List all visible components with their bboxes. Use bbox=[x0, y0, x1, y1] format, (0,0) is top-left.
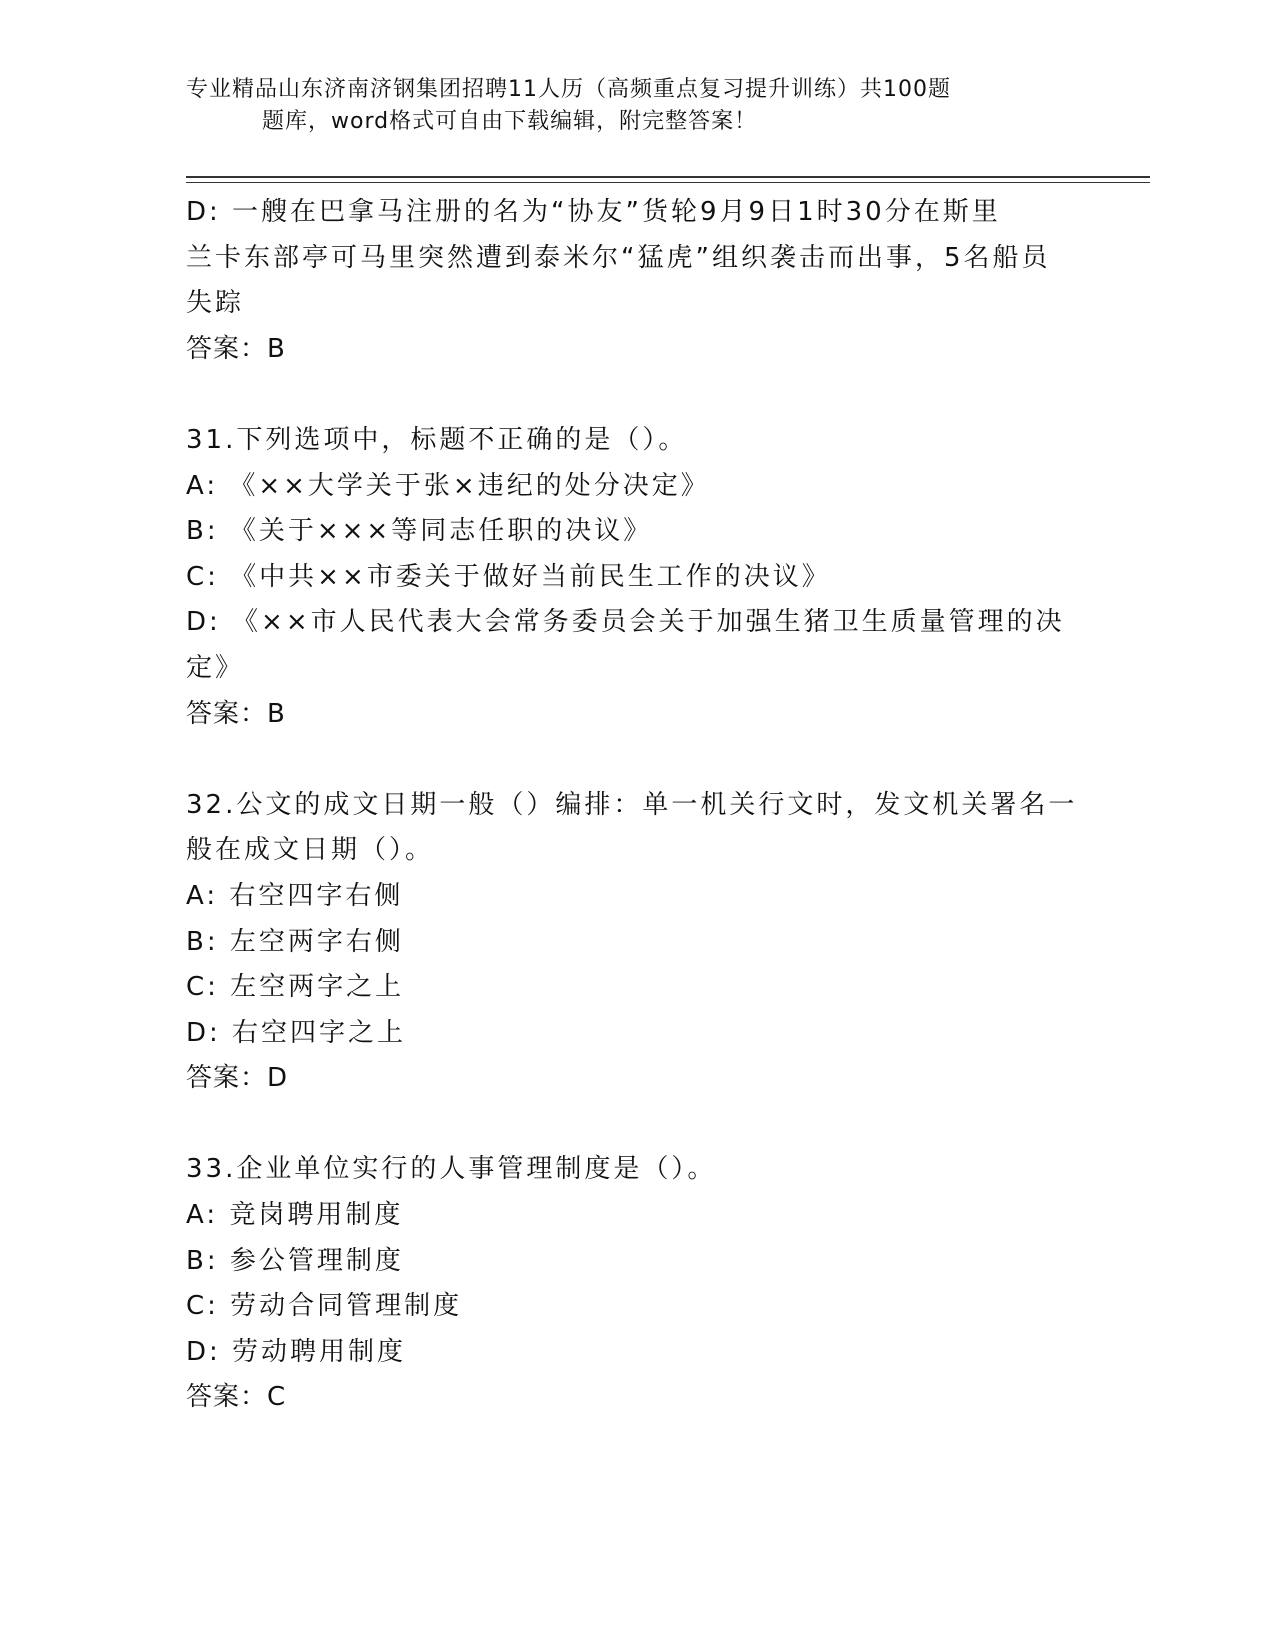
header-title-line-2: 题库，word格式可自由下载编辑，附完整答案！ bbox=[262, 109, 758, 134]
answer-label: 答案：B bbox=[186, 333, 286, 364]
option-d-line: D: 《××市人民代表大会常务委员会关于加强生猪卫生质量管理的决 bbox=[186, 607, 1065, 638]
question-list bbox=[186, 190, 1086, 1421]
header-divider-thick bbox=[186, 176, 1150, 178]
question-stem: 33.企业单位实行的人事管理制度是（）。 bbox=[186, 1154, 717, 1185]
option-b: B: 参公管理制度 bbox=[186, 1245, 404, 1276]
question-stem: 31.下列选项中，标题不正确的是（）。 bbox=[186, 424, 688, 455]
option-a: A: 《××大学关于张×违纪的处分决定》 bbox=[186, 470, 710, 501]
question-block-33 bbox=[186, 1147, 1086, 1421]
option-d-line: 失踪 bbox=[186, 288, 245, 319]
option-d: D: 右空四字之上 bbox=[186, 1017, 407, 1048]
question-stem-line: 32.公文的成文日期一般（）编排：单一机关行文时，发文机关署名一 bbox=[186, 789, 1078, 820]
answer-label: 答案：C bbox=[186, 1382, 287, 1413]
question-block-30 bbox=[186, 190, 1086, 372]
option-c: C: 左空两字之上 bbox=[186, 972, 405, 1003]
option-c: C: 《中共××市委关于做好当前民生工作的决议》 bbox=[186, 561, 831, 592]
question-block-31 bbox=[186, 418, 1086, 737]
header-divider-thin bbox=[186, 182, 1150, 183]
option-a: A: 竞岗聘用制度 bbox=[186, 1200, 404, 1231]
question-block-32 bbox=[186, 783, 1086, 1102]
spacer bbox=[186, 372, 1086, 418]
option-d: D: 劳动聘用制度 bbox=[186, 1336, 407, 1367]
spacer bbox=[186, 1102, 1086, 1148]
option-d-line: D: 一艘在巴拿马注册的名为“协友”货轮9月9日1时30分在斯里 bbox=[186, 197, 1001, 227]
option-a: A: 右空四字右侧 bbox=[186, 880, 404, 911]
option-d-line: 兰卡东部亭可马里突然遭到泰米尔“猛虎”组织袭击而出事，5名船员 bbox=[186, 242, 1051, 273]
document-header bbox=[186, 74, 1086, 138]
option-c: C: 劳动合同管理制度 bbox=[186, 1291, 463, 1322]
answer-label: 答案：B bbox=[186, 698, 286, 729]
option-b: B: 《关于×××等同志任职的决议》 bbox=[186, 516, 653, 547]
option-b: B: 左空两字右侧 bbox=[186, 926, 404, 957]
option-d-line: 定》 bbox=[186, 652, 245, 683]
header-title-line-1: 专业精品山东济南济钢集团招聘11人历（高频重点复习提升训练）共100题 bbox=[186, 77, 951, 102]
answer-label: 答案：D bbox=[186, 1063, 289, 1094]
question-stem-line: 般在成文日期（）。 bbox=[186, 835, 435, 866]
spacer bbox=[186, 737, 1086, 783]
